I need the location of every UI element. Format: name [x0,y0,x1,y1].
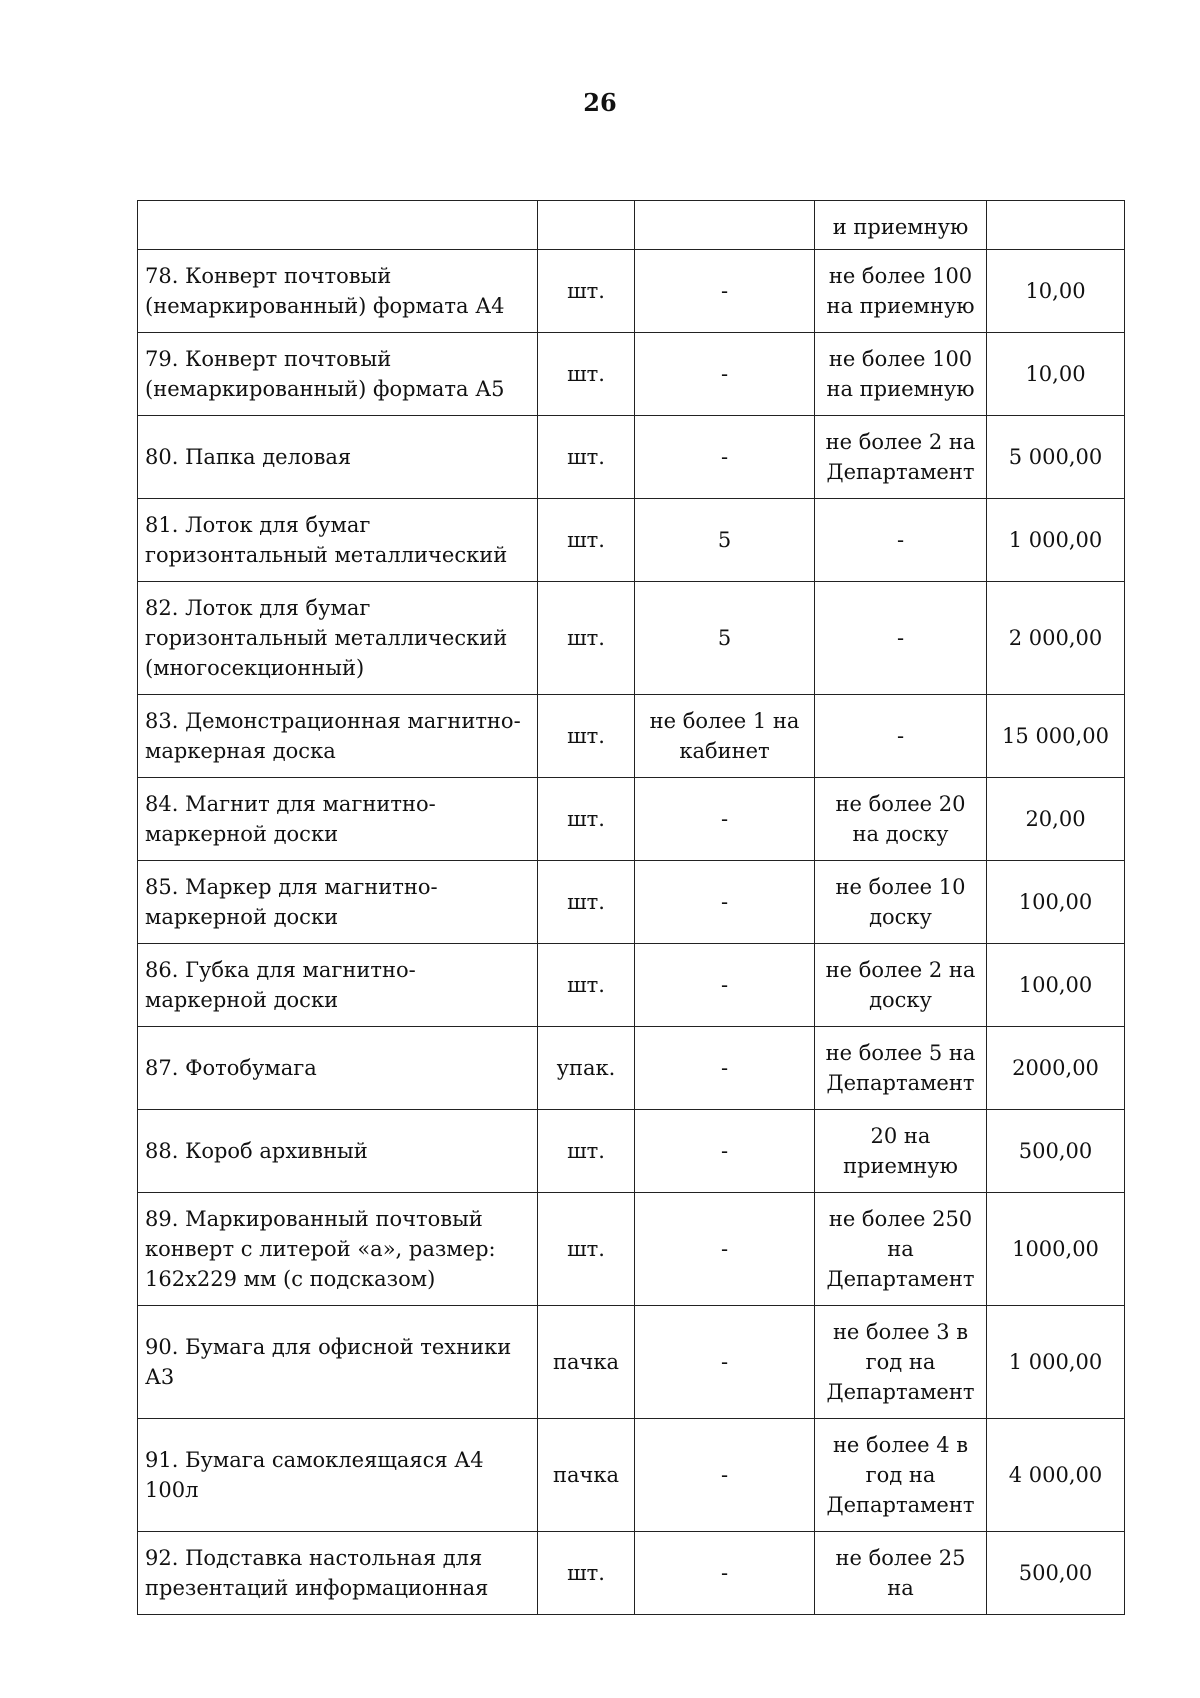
qty-per-office-cell: 5 [635,582,815,695]
qty-per-office-cell: не более 1 на кабинет [635,695,815,778]
qty-per-dept-cell: - [815,582,987,695]
table-row [138,1419,1125,1532]
item-name-cell: 91. Бумага самоклеящаяся А4 100л [138,1419,538,1532]
price-cell: 500,00 [987,1110,1125,1193]
table-row-continuation [138,201,1125,250]
price-cell: 100,00 [987,861,1125,944]
qty-per-dept-cell: не более 20 на доску [815,778,987,861]
price-cell: 1000,00 [987,1193,1125,1306]
unit-cell: шт. [538,778,635,861]
price-cell: 2 000,00 [987,582,1125,695]
table-row [138,944,1125,1027]
qty-per-dept-cell: - [815,499,987,582]
unit-cell: шт. [538,499,635,582]
qty-per-dept-cell: не более 4 в год на Департамент [815,1419,987,1532]
price-cell: 500,00 [987,1532,1125,1615]
item-name-cell: 82. Лоток для бумаг горизонтальный металлический (многосекционный) [138,582,538,695]
price-cell: 100,00 [987,944,1125,1027]
qty-per-dept-cell: не более 2 на доску [815,944,987,1027]
unit-cell: шт. [538,416,635,499]
item-name-cell: 79. Конверт почтовый (немаркированный) формата А5 [138,333,538,416]
qty-per-dept-cell: и приемную [815,201,987,250]
unit-cell: шт. [538,333,635,416]
unit-cell: шт. [538,695,635,778]
qty-per-office-cell: - [635,1193,815,1306]
unit-cell: шт. [538,250,635,333]
unit-cell: пачка [538,1419,635,1532]
unit-cell: пачка [538,1306,635,1419]
qty-per-office-cell: - [635,250,815,333]
table-row [138,499,1125,582]
price-cell: 4 000,00 [987,1419,1125,1532]
table-row [138,861,1125,944]
item-name-cell: 88. Короб архивный [138,1110,538,1193]
item-name-cell: 84. Магнит для магнитно-маркерной доски [138,778,538,861]
item-name-cell: 89. Маркированный почтовый конверт с литерой «а», размер: 162x229 мм (с подсказом) [138,1193,538,1306]
table-row [138,1110,1125,1193]
qty-per-office-cell: - [635,333,815,416]
table-row [138,416,1125,499]
table-row [138,778,1125,861]
qty-per-office-cell: - [635,861,815,944]
table-row [138,1532,1125,1615]
supplies-table [137,200,1125,1615]
table-row [138,695,1125,778]
item-name-cell: 80. Папка деловая [138,416,538,499]
table-row [138,1306,1125,1419]
table-row [138,333,1125,416]
table-row [138,582,1125,695]
price-cell: 10,00 [987,250,1125,333]
qty-per-office-cell: 5 [635,499,815,582]
item-name-cell: 81. Лоток для бумаг горизонтальный металлический [138,499,538,582]
qty-per-office-cell: - [635,1027,815,1110]
item-name-cell: 78. Конверт почтовый (немаркированный) формата А4 [138,250,538,333]
price-cell: 20,00 [987,778,1125,861]
price-cell: 10,00 [987,333,1125,416]
qty-per-dept-cell: не более 250 на Департамент [815,1193,987,1306]
unit-cell: шт. [538,1532,635,1615]
qty-per-dept-cell: не более 100 на приемную [815,333,987,416]
unit-cell: шт. [538,1110,635,1193]
item-name-cell: 85. Маркер для магнитно-маркерной доски [138,861,538,944]
item-name-cell: 92. Подставка настольная для презентаций информационная [138,1532,538,1615]
qty-per-dept-cell: не более 25 на [815,1532,987,1615]
qty-per-office-cell: - [635,1532,815,1615]
qty-per-dept-cell: не более 100 на приемную [815,250,987,333]
table-row [138,1027,1125,1110]
unit-cell: шт. [538,582,635,695]
table-row [138,1193,1125,1306]
unit-cell: шт. [538,944,635,1027]
qty-per-dept-cell: не более 10 доску [815,861,987,944]
qty-per-office-cell: - [635,416,815,499]
qty-per-office-cell: - [635,778,815,861]
price-cell: 1 000,00 [987,499,1125,582]
qty-per-dept-cell: не более 5 на Департамент [815,1027,987,1110]
qty-per-dept-cell: - [815,695,987,778]
qty-per-office-cell: - [635,1306,815,1419]
item-name-cell: 90. Бумага для офисной техники А3 [138,1306,538,1419]
page-number: 26 [583,88,617,117]
qty-per-office-cell: - [635,944,815,1027]
unit-cell: шт. [538,1193,635,1306]
unit-cell: шт. [538,861,635,944]
table-row [138,250,1125,333]
item-name-cell: 83. Демонстрационная магнитно-маркерная доска [138,695,538,778]
price-cell: 5 000,00 [987,416,1125,499]
unit-cell [538,201,635,250]
price-cell: 15 000,00 [987,695,1125,778]
item-name-cell: 87. Фотобумага [138,1027,538,1110]
price-cell: 2000,00 [987,1027,1125,1110]
unit-cell: упак. [538,1027,635,1110]
item-name-cell [138,201,538,250]
price-cell: 1 000,00 [987,1306,1125,1419]
qty-per-dept-cell: не более 2 на Департамент [815,416,987,499]
price-cell [987,201,1125,250]
qty-per-dept-cell: не более 3 в год на Департамент [815,1306,987,1419]
item-name-cell: 86. Губка для магнитно-маркерной доски [138,944,538,1027]
qty-per-office-cell: - [635,1419,815,1532]
qty-per-office-cell [635,201,815,250]
qty-per-office-cell: - [635,1110,815,1193]
qty-per-dept-cell: 20 на приемную [815,1110,987,1193]
